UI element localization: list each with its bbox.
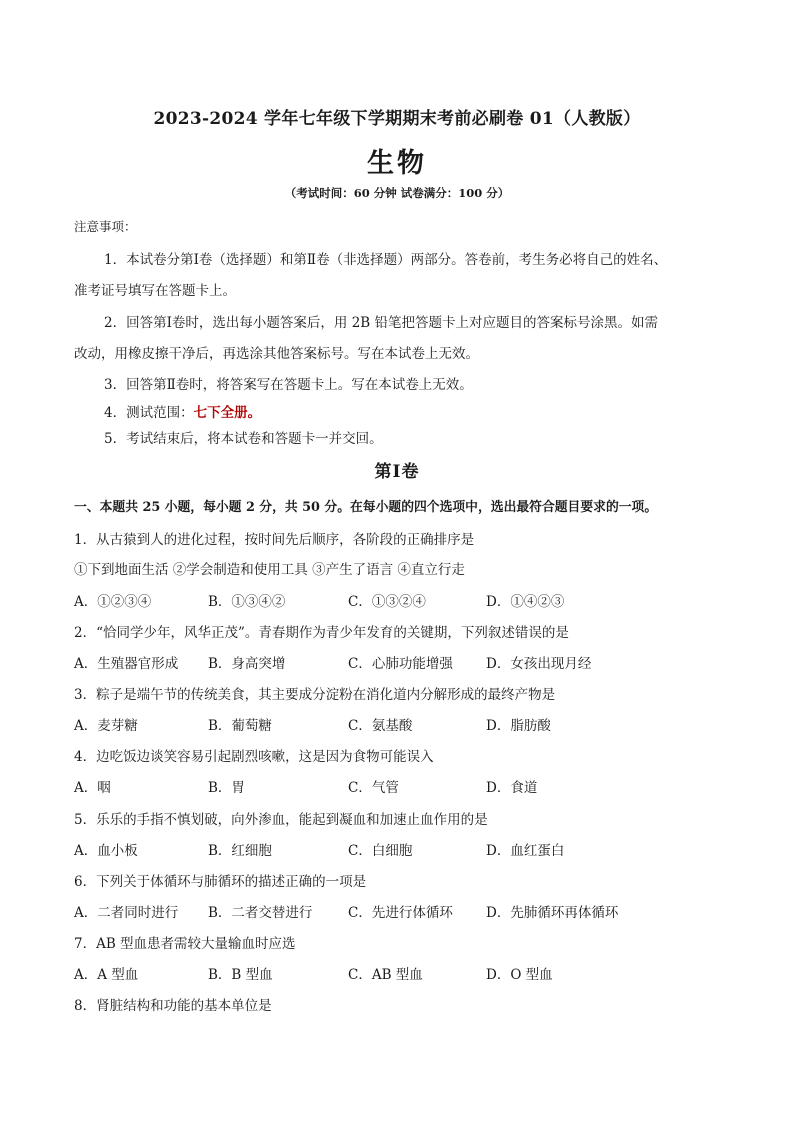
option-a: A．①②③④	[74, 594, 152, 610]
note-3: 3．回答第Ⅱ卷时，将答案写在答题卡上。写在本试卷上无效。	[104, 377, 473, 393]
option-b: B．身高突增	[208, 656, 286, 672]
question-4: 4．边吃饭边谈笑容易引起剧烈咳嗽，这是因为食物可能误入	[74, 749, 434, 765]
option-c: C．AB 型血	[348, 967, 423, 983]
option-a: A．二者同时进行	[74, 905, 179, 921]
question-1-statements: ①下到地面生活 ②学会制造和使用工具 ③产生了语言 ④直立行走	[74, 562, 465, 578]
option-c: C．心肺功能增强	[348, 656, 453, 672]
question-3: 3．粽子是端午节的传统美食，其主要成分淀粉在消化道内分解形成的最终产物是	[74, 687, 556, 703]
note-1-line-1: 1．本试卷分第Ⅰ卷（选择题）和第Ⅱ卷（非选择题）两部分。答卷前，考生务必将自己的姓名、	[104, 252, 668, 268]
option-c: C．先进行体循环	[348, 905, 453, 921]
section-title: 第Ⅰ卷	[374, 462, 420, 482]
option-d: D．O 型血	[486, 967, 553, 983]
option-b: B．①③④②	[208, 594, 286, 610]
test-scope: 七下全册。	[193, 405, 262, 421]
option-d: D．脂肪酸	[486, 718, 551, 734]
option-d: D．女孩出现月经	[486, 656, 592, 672]
section-instruction: 一、本题共 25 小题，每小题 2 分，共 50 分。在每小题的四个选项中，选出最符合题目要求的一项。	[74, 500, 658, 515]
question-7: 7．AB 型血患者需较大量输血时应选	[74, 936, 296, 952]
option-a: A．A 型血	[74, 967, 139, 983]
option-b: B．红细胞	[208, 843, 272, 859]
option-c: C．氨基酸	[348, 718, 413, 734]
question-8: 8．肾脏结构和功能的基本单位是	[74, 998, 272, 1014]
option-a: A．生殖器官形成	[74, 656, 179, 672]
option-d: D．食道	[486, 780, 538, 796]
question-1: 1．从古猿到人的进化过程，按时间先后顺序，各阶段的正确排序是	[74, 532, 475, 548]
option-b: B．葡萄糖	[208, 718, 272, 734]
exam-title: 2023-2024 学年七年级下学期期末考前必刷卷 01（人教版）	[153, 109, 641, 129]
note-2-line-1: 2．回答第Ⅰ卷时，选出每小题答案后，用 2B 铅笔把答题卡上对应题目的答案标号涂黑。如需	[104, 315, 659, 331]
option-b: B．B 型血	[208, 967, 273, 983]
option-c: C．①③②④	[348, 594, 426, 610]
option-a: A．血小板	[74, 843, 138, 859]
option-a: A．麦芽糖	[74, 718, 138, 734]
option-c: C．白细胞	[348, 843, 413, 859]
question-5: 5．乐乐的手指不慎划破，向外渗血，能起到凝血和加速止血作用的是	[74, 812, 488, 828]
option-b: B．二者交替进行	[208, 905, 313, 921]
notes-heading: 注意事项：	[74, 219, 137, 234]
option-d: D．先肺循环再体循环	[486, 905, 619, 921]
note-4-prefix: 4．测试范围：	[104, 405, 194, 421]
note-4	[104, 401, 261, 421]
exam-info: （考试时间：60 分钟 试卷满分：100 分）	[284, 186, 510, 200]
subject-title: 生物	[367, 148, 427, 179]
note-2-line-2: 改动，用橡皮擦干净后，再选涂其他答案标号。写在本试卷上无效。	[74, 346, 479, 362]
option-c: C．气管	[348, 780, 399, 796]
question-2: 2．“恰同学少年，风华正茂”。青春期作为青少年发育的关键期，下列叙述错误的是	[74, 625, 569, 641]
option-d: D．血红蛋白	[486, 843, 565, 859]
note-5: 5．考试结束后，将本试卷和答题卡一并交回。	[104, 431, 383, 447]
note-1-line-2: 准考证号填写在答题卡上。	[74, 283, 236, 299]
option-d: D．①④②③	[486, 594, 565, 610]
option-b: B．胃	[208, 780, 245, 796]
question-6: 6．下列关于体循环与肺循环的描述正确的一项是	[74, 874, 367, 890]
option-a: A．咽	[74, 780, 111, 796]
